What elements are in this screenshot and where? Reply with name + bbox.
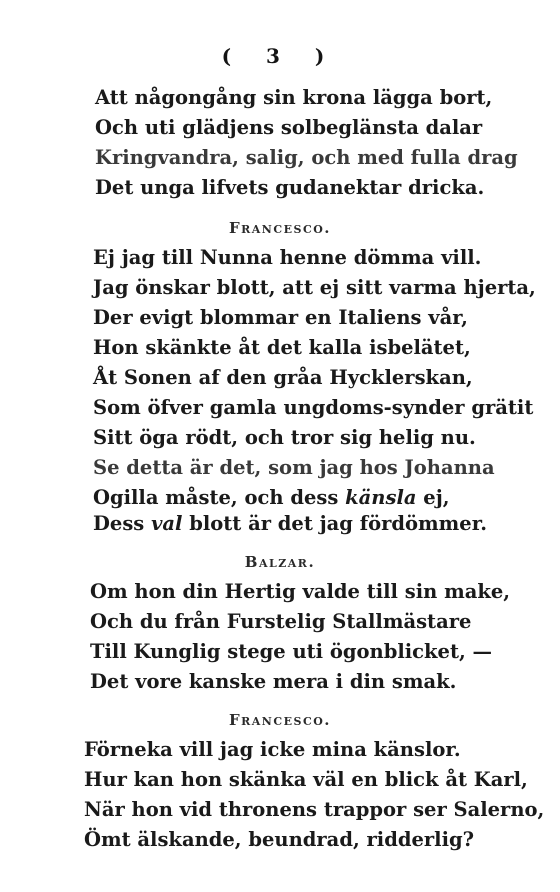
verse-line: Till Kunglig stege uti ögonblicket, — [90,640,493,663]
verse-line: Ömt älskande, beundrad, ridderlig? [84,828,475,851]
verse-line: Se detta är det, som jag hos Johanna [93,456,495,479]
verse-line: Att någongång sin krona lägga bort, [95,86,493,109]
verse-text: blott är det jag fördömmer. [182,512,487,535]
verse-line: Kringvandra, salig, och med fulla drag [95,146,518,169]
verse-line: Om hon din Hertig valde till sin make, [90,580,511,603]
verse-text: Ogilla måste, och dess [93,486,346,509]
verse-line: Det unga lifvets gudanektar dricka. [95,176,485,199]
verse-line [93,512,487,536]
emphasized-word: val [151,512,183,535]
verse-line: Och uti glädjens solbeglänsta dalar [95,116,483,139]
verse-line: Förneka vill jag icke mina känslor. [84,738,461,761]
verse-line [93,486,450,510]
verse-line: Sitt öga rödt, och tror sig helig nu. [93,426,476,449]
verse-line: Jag önskar blott, att ej sitt varma hjerta, [93,276,536,299]
verse-line: Ej jag till Nunna henne dömma vill. [93,246,482,269]
verse-line: Der evigt blommar en Italiens vår, [93,306,468,329]
speaker-name: Francesco. [228,711,332,729]
verse-line: När hon vid thronens trappor ser Salerno, [84,798,545,821]
verse-text: Dess [93,512,152,535]
verse-line: Och du från Furstelig Stallmästare [90,610,472,633]
verse-text: ej, [416,486,450,509]
verse-line: Som öfver gamla ungdoms-synder grätit [93,396,534,419]
verse-line: Hon skänkte åt det kalla isbelätet, [93,336,471,359]
speaker-name: Balzar. [244,553,316,571]
speaker-name: Francesco. [228,219,332,237]
verse-line: Hur kan hon skänka väl en blick åt Karl, [84,768,528,791]
emphasized-word: känsla [345,486,417,509]
verse-line: Det vore kanske mera i din smak. [90,670,457,693]
verse-line: Åt Sonen af den gråa Hycklerskan, [93,366,473,389]
page-number: ( 3 ) [221,44,339,68]
